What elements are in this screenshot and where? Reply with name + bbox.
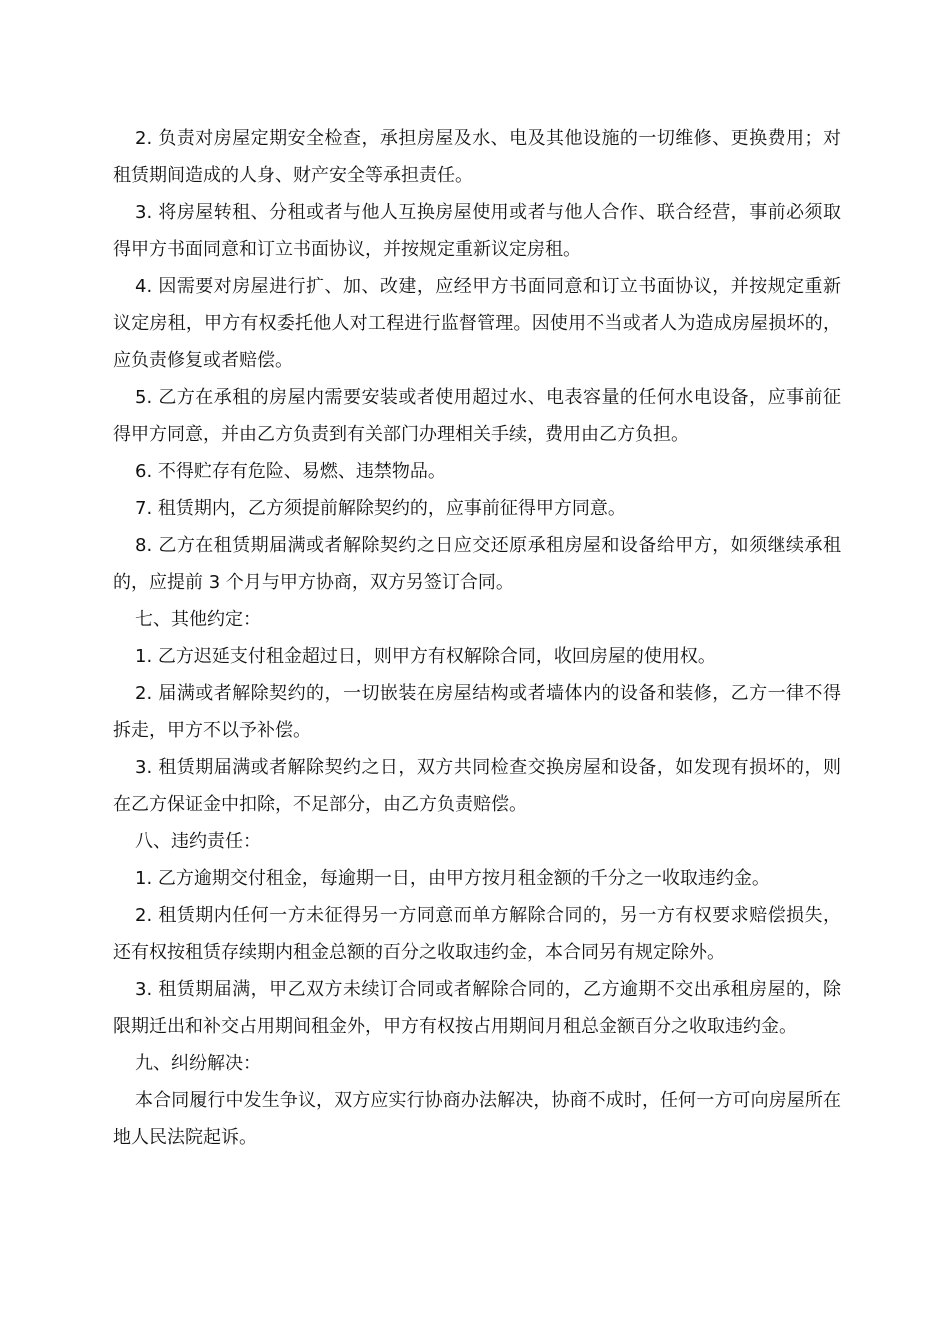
other-terms-clause-2: 2. 届满或者解除契约的，一切嵌装在房屋结构或者墙体内的设备和装修，乙方一律不得拆走，甲方不以予补偿。 — [113, 683, 841, 741]
liability-clause-2: 2. 租赁期内任何一方未征得另一方同意而单方解除合同的，另一方有权要求赔偿损失，还有权按租赁存续期内租金总额的百分之收取违约金，本合同另有规定除外。 — [113, 905, 841, 963]
clause-4-renovation: 4. 因需要对房屋进行扩、加、改建，应经甲方书面同意和订立书面协议，并按规定重新议定房租，甲方有权委托他人对工程进行监督管理。因使用不当或者人为造成房屋损坏的，应负责修复或者赔偿。 — [113, 276, 841, 371]
section-heading-other-terms: 七、其他约定： — [135, 609, 261, 630]
clause-8-return: 8. 乙方在租赁期届满或者解除契约之日应交还原承租房屋和设备给甲方，如须继续承租的，应提前 3 个月与甲方协商，双方另签订合同。 — [113, 535, 841, 593]
other-terms-clause-3: 3. 租赁期届满或者解除契约之日，双方共同检查交换房屋和设备，如发现有损坏的，则在乙方保证金中扣除，不足部分，由乙方负责赔偿。 — [113, 757, 841, 815]
section-heading-dispute: 九、纠纷解决： — [135, 1053, 261, 1074]
clause-5-equipment: 5. 乙方在承租的房屋内需要安装或者使用超过水、电表容量的任何水电设备，应事前征得甲方同意，并由乙方负责到有关部门办理相关手续，费用由乙方负担。 — [113, 387, 841, 445]
section-heading-liability: 八、违约责任： — [135, 831, 261, 852]
clause-7-early-termination: 7. 租赁期内，乙方须提前解除契约的，应事前征得甲方同意。 — [135, 498, 626, 519]
liability-clause-1: 1. 乙方逾期交付租金，每逾期一日，由甲方按月租金额的千分之一收取违约金。 — [135, 868, 770, 889]
document-body — [113, 120, 841, 1156]
dispute-clause: 本合同履行中发生争议，双方应实行协商办法解决，协商不成时，任何一方可向房屋所在地人民法院起诉。 — [113, 1090, 841, 1148]
liability-clause-3: 3. 租赁期届满，甲乙双方未续订合同或者解除合同的，乙方逾期不交出承租房屋的，除限期迁出和补交占用期间租金外，甲方有权按占用期间月租总金额百分之收取违约金。 — [113, 979, 841, 1037]
clause-3-sublet: 3. 将房屋转租、分租或者与他人互换房屋使用或者与他人合作、联合经营，事前必须取得甲方书面同意和订立书面协议，并按规定重新议定房租。 — [113, 202, 841, 260]
clause-2-maintenance: 2. 负责对房屋定期安全检查，承担房屋及水、电及其他设施的一切维修、更换费用；对租赁期间造成的人身、财产安全等承担责任。 — [113, 128, 841, 186]
other-terms-clause-1: 1. 乙方迟延支付租金超过日，则甲方有权解除合同，收回房屋的使用权。 — [135, 646, 716, 667]
clause-6-hazardous: 6. 不得贮存有危险、易燃、违禁物品。 — [135, 461, 446, 482]
